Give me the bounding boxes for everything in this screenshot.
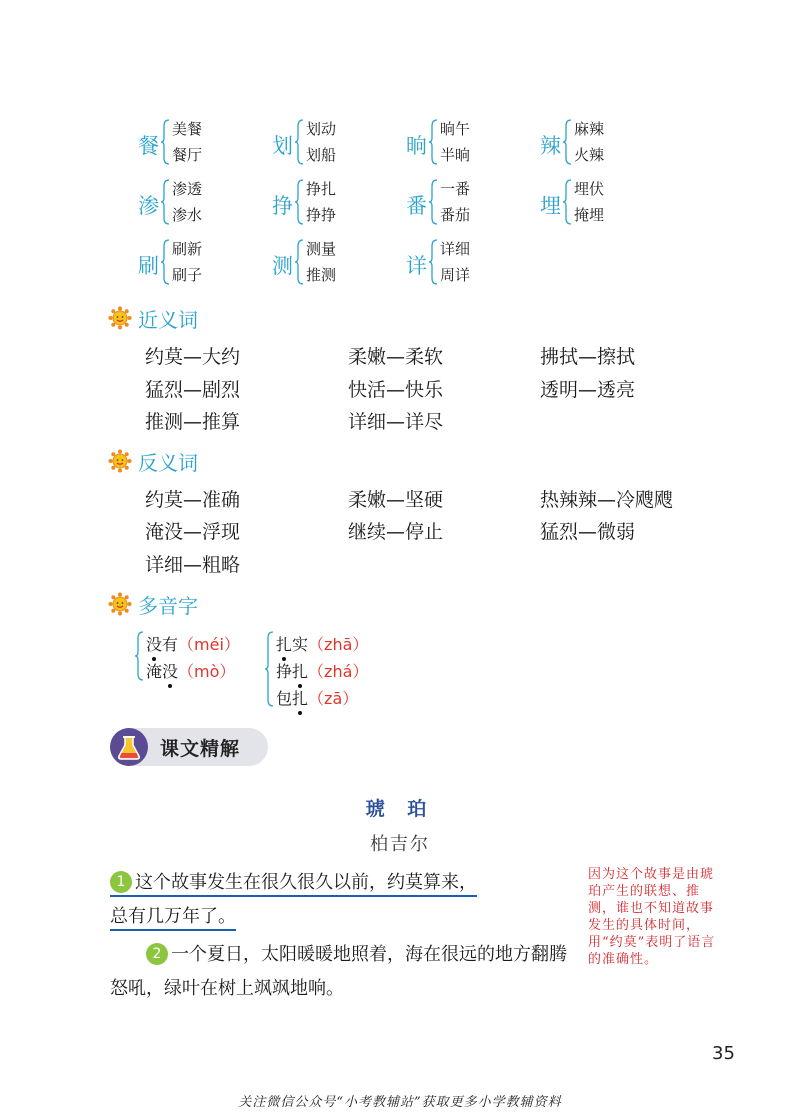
word-group-char: 餐 bbox=[138, 134, 159, 158]
polyphone-entry bbox=[276, 659, 368, 682]
word-group-word: 刷子 bbox=[172, 266, 203, 284]
polyphone-entry bbox=[146, 659, 235, 682]
page-number: 35 bbox=[712, 1043, 735, 1064]
paragraph-number: 2 bbox=[146, 943, 168, 965]
synonym-pair: 快活—快乐 bbox=[348, 379, 444, 401]
polyphone-entry bbox=[146, 632, 240, 655]
synonym-pair: 猛烈—剧烈 bbox=[145, 379, 241, 401]
word-group bbox=[406, 238, 526, 290]
brace-icon bbox=[294, 238, 304, 286]
word-group-word: 挣扎 bbox=[306, 180, 337, 198]
antonym-pair: 详细—粗略 bbox=[145, 554, 241, 576]
word-group-char: 测 bbox=[272, 254, 293, 278]
word-group-word: 掩埋 bbox=[574, 206, 605, 224]
paren: （ bbox=[178, 635, 195, 654]
synonym-pair: 推测—推算 bbox=[145, 411, 241, 433]
pinyin: méi bbox=[194, 635, 224, 654]
paren: （ bbox=[178, 662, 195, 681]
word-group-word: 刷新 bbox=[172, 240, 203, 258]
paren: （ bbox=[308, 635, 325, 654]
polyphone-text: 淹 bbox=[146, 662, 163, 681]
section-banner bbox=[110, 728, 268, 766]
polyphone-char: 没 bbox=[162, 659, 178, 682]
polyphone-char: 扎 bbox=[292, 686, 308, 709]
word-group-char: 详 bbox=[406, 254, 427, 278]
paren: ） bbox=[352, 662, 369, 681]
word-group-char: 晌 bbox=[406, 134, 427, 158]
word-group bbox=[138, 238, 258, 290]
word-group-char: 划 bbox=[272, 134, 293, 158]
word-group-word: 埋伏 bbox=[574, 180, 605, 198]
word-group-word: 餐厅 bbox=[172, 146, 203, 164]
antonym-pair: 柔嫩—坚硬 bbox=[348, 489, 444, 511]
paren: ） bbox=[219, 662, 236, 681]
word-group-word: 划动 bbox=[306, 120, 337, 138]
word-group-word: 渗水 bbox=[172, 206, 203, 224]
synonym-pair: 拂拭—擦拭 bbox=[540, 346, 636, 368]
polyphone-text: 有 bbox=[162, 635, 179, 654]
polyphones-heading bbox=[108, 590, 198, 618]
antonym-pair: 猛烈—微弱 bbox=[540, 521, 636, 543]
brace-icon bbox=[264, 630, 274, 708]
polyphone-entry bbox=[276, 686, 358, 709]
sun-face-icon bbox=[108, 306, 132, 330]
synonyms-heading bbox=[108, 304, 198, 332]
polyphone-char: 扎 bbox=[292, 659, 308, 682]
word-group-word: 晌午 bbox=[440, 120, 471, 138]
word-group bbox=[272, 118, 392, 170]
paren: ） bbox=[352, 635, 369, 654]
brace-icon bbox=[160, 178, 170, 226]
polyphone-char: 扎 bbox=[276, 632, 292, 655]
paragraph-text: 这个故事发生在很久很久以前，约莫算来， bbox=[135, 872, 477, 893]
word-group-word: 渗透 bbox=[172, 180, 203, 198]
paren: ） bbox=[223, 635, 240, 654]
paragraph-2 bbox=[110, 938, 580, 1006]
brace-icon bbox=[428, 178, 438, 226]
polyphone-entry bbox=[276, 632, 368, 655]
annotation-note: 因为这个故事是由琥珀产生的联想、推测，谁也不知道故事发生的具体时间，用“约莫”表明了语言的准确性。 bbox=[588, 867, 716, 967]
polyphone-text: 包 bbox=[276, 689, 293, 708]
polyphone-char: 没 bbox=[146, 632, 162, 655]
synonym-pair: 约莫—大约 bbox=[145, 346, 241, 368]
lesson-author: 柏吉尔 bbox=[370, 834, 430, 855]
antonym-pair: 约莫—准确 bbox=[145, 489, 241, 511]
section-title: 多音字 bbox=[138, 593, 198, 618]
synonym-pair: 柔嫩—柔软 bbox=[348, 346, 444, 368]
flask-icon bbox=[110, 728, 148, 766]
word-group-word: 麻辣 bbox=[574, 120, 605, 138]
antonym-pair: 热辣辣—冷飕飕 bbox=[540, 489, 674, 511]
sun-face-icon bbox=[108, 449, 132, 473]
word-group bbox=[138, 178, 258, 230]
word-group bbox=[540, 118, 660, 170]
footer-text: 关注微信公众号“小考教辅站”获取更多小学教辅资料 bbox=[238, 1095, 562, 1110]
word-group bbox=[406, 178, 526, 230]
brace-icon bbox=[562, 178, 572, 226]
section-title: 反义词 bbox=[138, 450, 198, 475]
word-group bbox=[540, 178, 660, 230]
paren: （ bbox=[308, 662, 325, 681]
word-group-char: 挣 bbox=[272, 194, 293, 218]
synonym-pair: 透明—透亮 bbox=[540, 379, 636, 401]
word-group-word: 测量 bbox=[306, 240, 337, 258]
word-group-word: 划船 bbox=[306, 146, 337, 164]
word-group-word: 详细 bbox=[440, 240, 471, 258]
brace-icon bbox=[294, 118, 304, 166]
paren: ） bbox=[342, 689, 359, 708]
word-group-char: 辣 bbox=[540, 134, 561, 158]
antonym-pair: 淹没—浮现 bbox=[145, 521, 241, 543]
word-group bbox=[406, 118, 526, 170]
antonym-pair: 继续—停止 bbox=[348, 521, 444, 543]
brace-icon bbox=[294, 178, 304, 226]
pinyin: zhā bbox=[324, 635, 353, 654]
polyphone-text: 实 bbox=[292, 635, 309, 654]
brace-icon bbox=[428, 118, 438, 166]
word-group-char: 刷 bbox=[138, 254, 159, 278]
word-group bbox=[138, 118, 258, 170]
polyphone-text: 挣 bbox=[276, 662, 293, 681]
banner-title: 课文精解 bbox=[160, 738, 241, 760]
word-group-word: 半晌 bbox=[440, 146, 471, 164]
word-group-word: 周详 bbox=[440, 266, 471, 284]
word-group-char: 埋 bbox=[540, 194, 561, 218]
brace-icon bbox=[428, 238, 438, 286]
paragraph-text: 总有几万年了。 bbox=[110, 906, 236, 931]
word-group-word: 一番 bbox=[440, 180, 471, 198]
paragraph-1 bbox=[110, 866, 580, 934]
word-group-word: 美餐 bbox=[172, 120, 203, 138]
brace-icon bbox=[562, 118, 572, 166]
sun-face-icon bbox=[108, 592, 132, 616]
synonym-pair: 详细—详尽 bbox=[348, 411, 444, 433]
word-group-word: 番茄 bbox=[440, 206, 471, 224]
paren: （ bbox=[308, 689, 325, 708]
paragraph-number: 1 bbox=[110, 871, 132, 893]
antonyms-heading bbox=[108, 447, 198, 475]
lesson-title: 琥 珀 bbox=[365, 798, 435, 820]
word-group-word: 挣挣 bbox=[306, 206, 337, 224]
paragraph-text: 一个夏日，太阳暖暖地照着，海在很远的地方翻腾怒吼，绿叶在树上飒飒地响。 bbox=[110, 944, 567, 999]
pinyin: zā bbox=[324, 689, 343, 708]
word-group-char: 渗 bbox=[138, 194, 159, 218]
word-group bbox=[272, 238, 392, 290]
word-group-word: 火辣 bbox=[574, 146, 605, 164]
brace-icon bbox=[160, 238, 170, 286]
brace-icon bbox=[134, 630, 144, 682]
section-title: 近义词 bbox=[138, 307, 198, 332]
word-group bbox=[272, 178, 392, 230]
word-group-word: 推测 bbox=[306, 266, 337, 284]
brace-icon bbox=[160, 118, 170, 166]
word-group-char: 番 bbox=[406, 194, 427, 218]
pinyin: mò bbox=[194, 662, 220, 681]
pinyin: zhá bbox=[324, 662, 353, 681]
